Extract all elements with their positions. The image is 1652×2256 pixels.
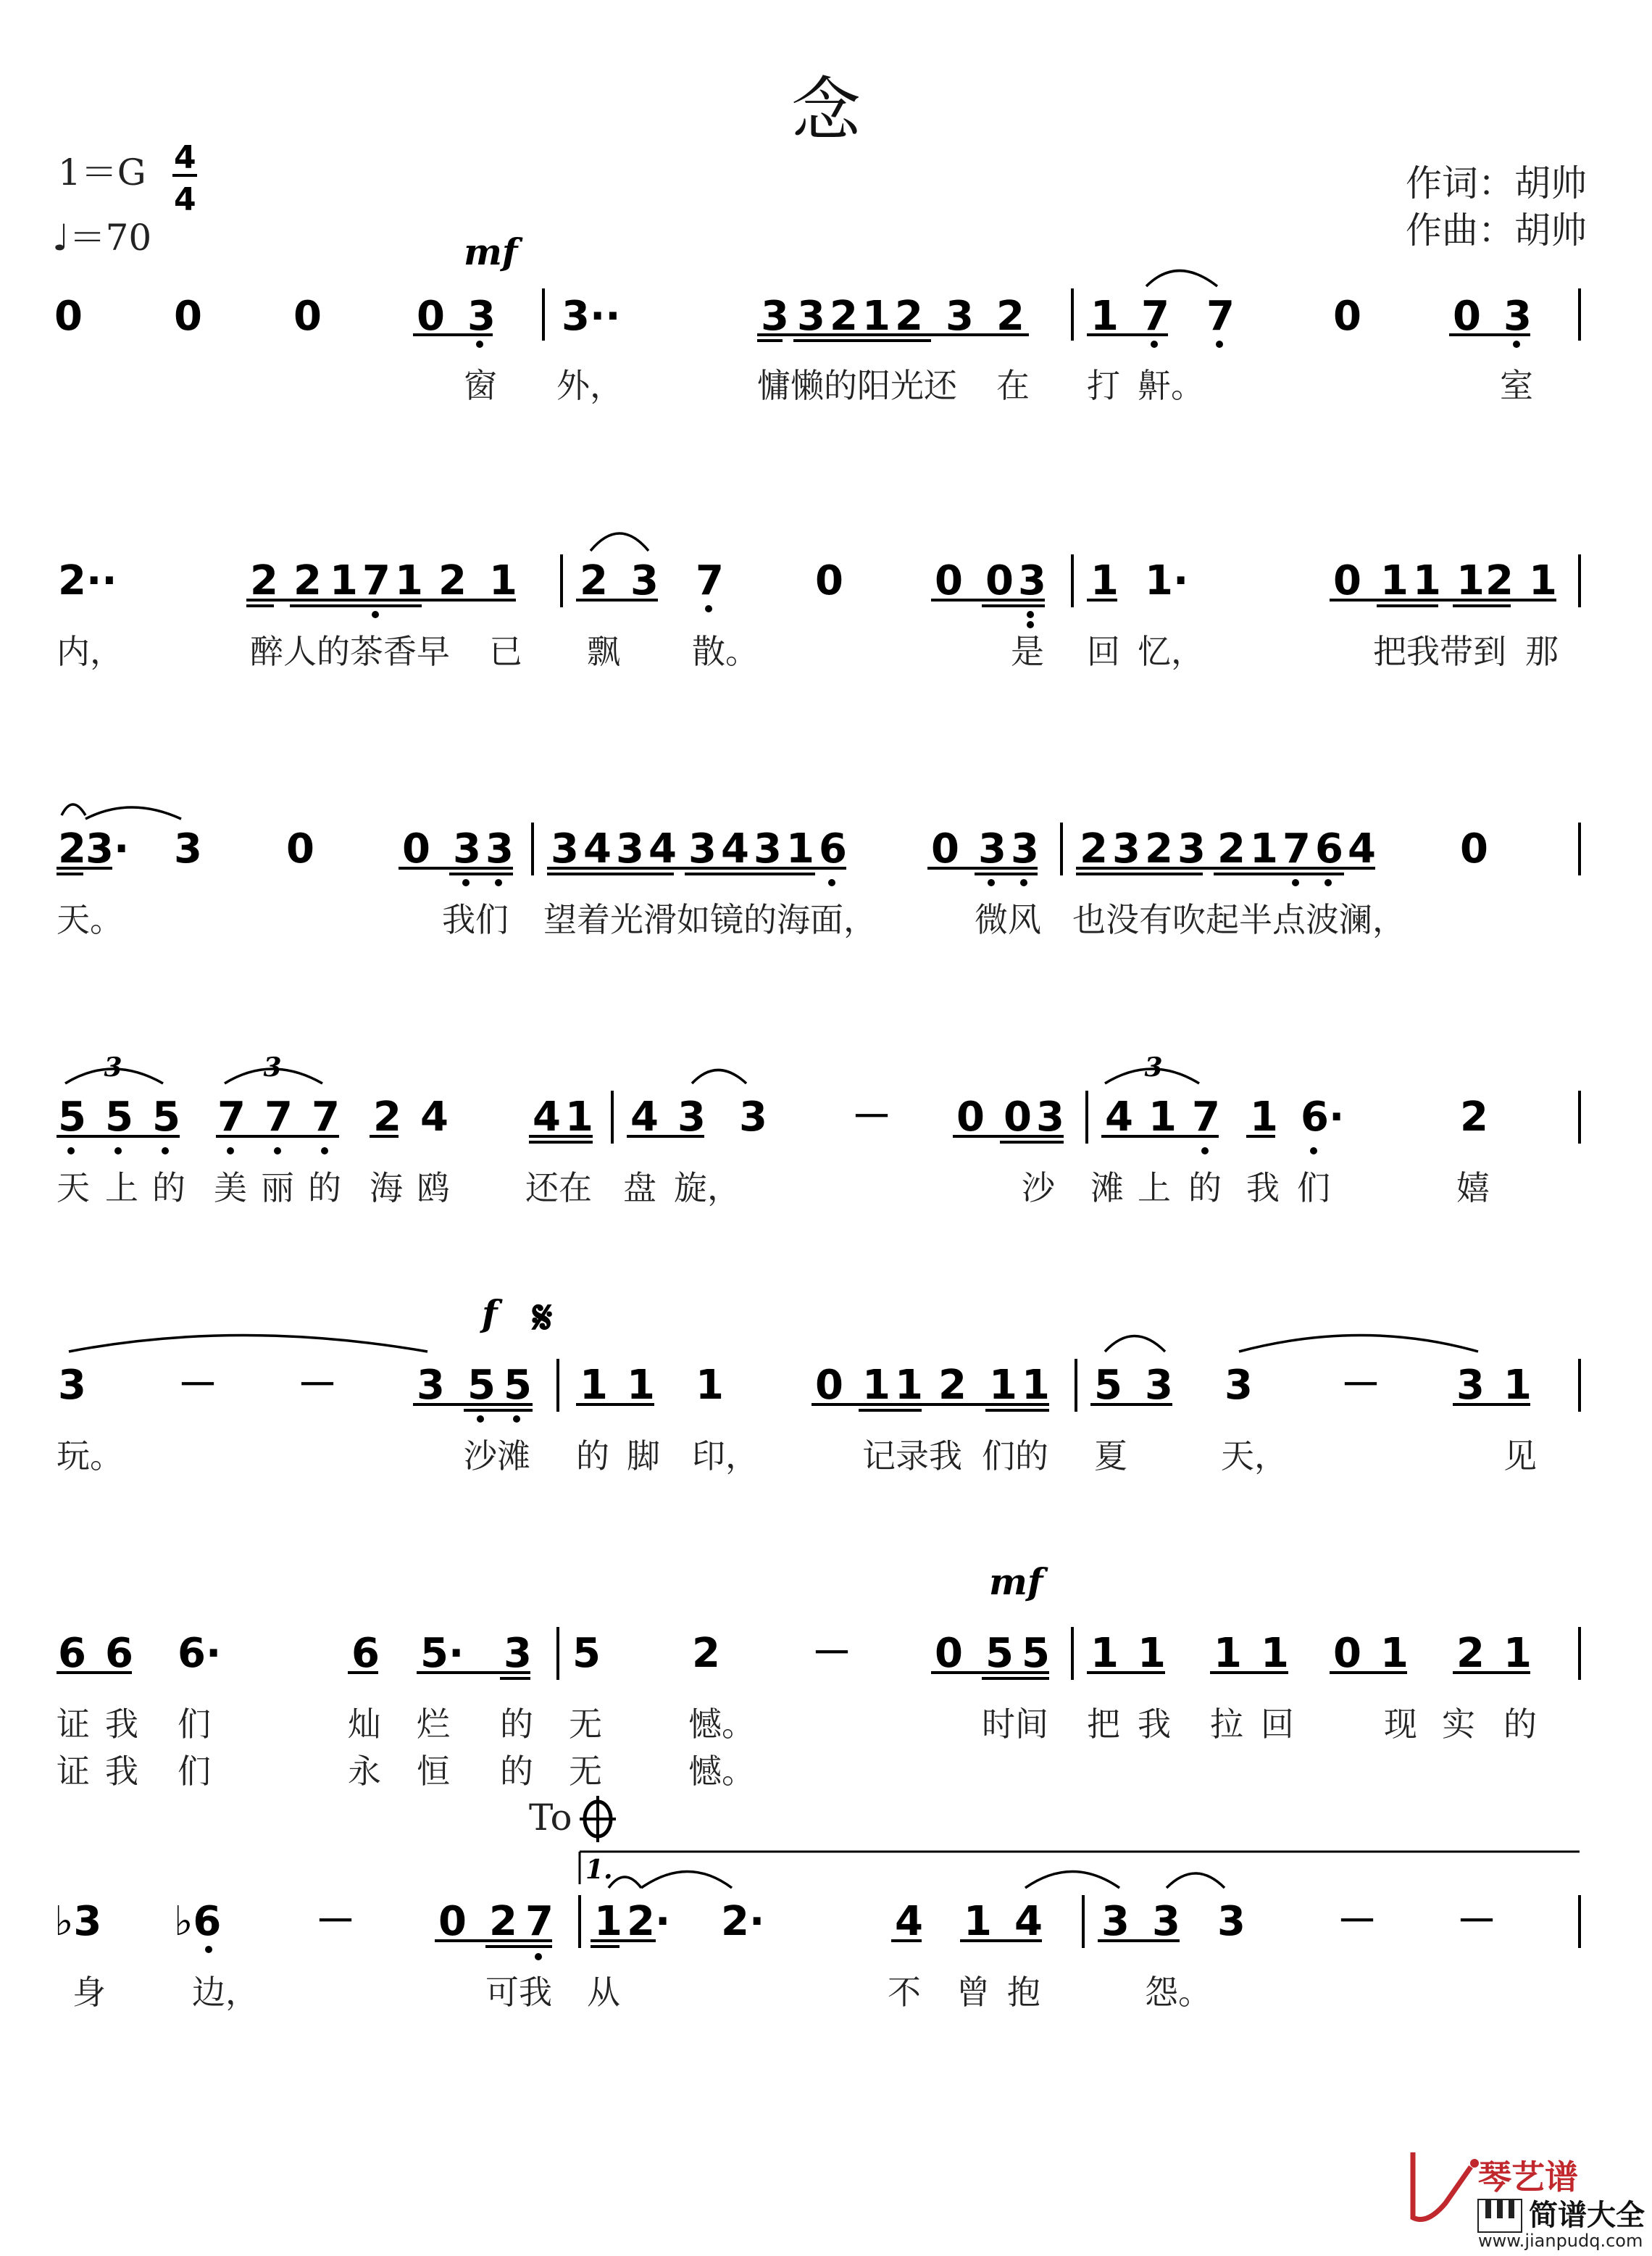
note: 1 — [330, 557, 358, 604]
note: 3 — [1101, 1898, 1130, 1945]
note: 3 — [1145, 1362, 1173, 1409]
dynamic-mf: mf — [989, 1560, 1043, 1603]
lyric: 实 — [1442, 1705, 1475, 1744]
note: 1 — [594, 1898, 622, 1945]
lyric: 拉 — [1210, 1705, 1243, 1744]
lyric: 身 — [72, 1973, 106, 2012]
note: 5 — [985, 1630, 1014, 1677]
note: 3 — [1011, 825, 1039, 873]
note: 1 — [395, 557, 423, 604]
lyric: 的 — [1503, 1705, 1537, 1744]
note: 1 — [1090, 557, 1119, 604]
note: 7 — [696, 557, 724, 604]
note: 4 — [630, 1094, 659, 1141]
note: 2 — [1080, 825, 1108, 873]
note: 6 — [58, 1630, 86, 1677]
lyric: 散。 — [692, 632, 759, 671]
note: 1 — [1090, 293, 1119, 340]
note: 3·· — [562, 293, 621, 340]
note: 1 — [1380, 557, 1409, 604]
note: 2 — [293, 557, 322, 604]
lyric-verse-2: 的 — [500, 1752, 533, 1791]
lyric: 在 — [996, 366, 1030, 405]
note: 1 — [862, 1362, 890, 1409]
lyric: 还在 — [525, 1168, 592, 1207]
lyric: 室 — [1500, 366, 1533, 405]
lyric: 回 — [1087, 632, 1120, 671]
note: 2 — [895, 293, 923, 340]
system-1 — [54, 271, 1580, 406]
note: 4 — [533, 1094, 561, 1141]
lyric: 打 — [1087, 366, 1120, 405]
note: 4 — [1105, 1094, 1133, 1141]
note: 0 — [1453, 293, 1481, 340]
note: 0 — [1333, 1630, 1361, 1677]
lyric: 抱 — [1007, 1973, 1040, 2012]
lyric: 内， — [57, 632, 123, 671]
note: 7 — [217, 1094, 246, 1141]
note: 7 — [1141, 293, 1169, 340]
note: 3 — [58, 1362, 86, 1409]
system-2 — [57, 533, 1580, 671]
key-signature: 1＝G — [58, 151, 146, 193]
note: 0 — [815, 1362, 843, 1409]
note: 2 — [58, 825, 86, 873]
note: 1 — [1250, 1094, 1278, 1141]
note: 3 — [630, 557, 659, 604]
lyric: 那 — [1525, 632, 1559, 671]
lyric: 的 — [500, 1705, 533, 1744]
lyric-verse-2: 证 — [57, 1752, 90, 1791]
note: 1 — [1090, 1630, 1119, 1677]
note: 1 — [1456, 557, 1485, 604]
svg-text:3: 3 — [263, 1052, 282, 1083]
note: 2 — [1217, 825, 1246, 873]
lyric: 飘 — [587, 632, 620, 671]
note: 3 — [754, 825, 782, 873]
lyric: 已 — [489, 632, 522, 671]
time-signature-top: 4 — [174, 139, 196, 176]
note: 1 — [489, 557, 517, 604]
note: 3 — [761, 293, 789, 340]
note: 7 — [525, 1898, 554, 1945]
svg-text:3: 3 — [104, 1052, 122, 1083]
volta-number: 1. — [585, 1855, 613, 1885]
lyric: 我 — [1246, 1168, 1280, 1207]
lyric: 慵懒的阳光还 — [757, 366, 957, 405]
note: 1 — [565, 1094, 593, 1141]
note: 1 — [1503, 1362, 1532, 1409]
note: 7 — [312, 1094, 340, 1141]
note: 1 — [1214, 1630, 1242, 1677]
piano-keys-icon — [1478, 2199, 1522, 2232]
lyric: 望着光滑如镜的海面， — [543, 900, 877, 939]
note: 3 — [485, 825, 514, 873]
note: 4 — [1014, 1898, 1043, 1945]
note: 0 — [417, 293, 445, 340]
note: 1 — [1529, 557, 1557, 604]
lyric: 海 — [370, 1168, 403, 1207]
lyric: 回 — [1261, 1705, 1294, 1744]
note: 4 — [1348, 825, 1376, 873]
note: 3 — [1177, 825, 1206, 873]
note: 3 — [551, 825, 579, 873]
lyric: 美 — [214, 1168, 247, 1207]
note: 5 — [467, 1362, 496, 1409]
lyric: 外， — [556, 366, 623, 405]
note: ♭6 — [174, 1898, 222, 1945]
note: 2 — [489, 1898, 517, 1945]
note: 3 — [1503, 293, 1532, 340]
note: 3 — [174, 825, 202, 873]
note: 7 — [1192, 1094, 1220, 1141]
note: 6 — [819, 825, 847, 873]
lyric-verse-2: 恒 — [417, 1752, 450, 1791]
note: － — [297, 1362, 338, 1409]
coda-label: To — [529, 1797, 572, 1839]
note: 0 — [931, 825, 959, 873]
note: 0 — [985, 557, 1014, 604]
note: 0 — [402, 825, 430, 873]
system-3 — [57, 804, 1580, 939]
note: 0 — [1004, 1094, 1032, 1141]
note: － — [1340, 1362, 1381, 1409]
note: 1 — [1261, 1630, 1289, 1677]
note: 3 — [946, 293, 974, 340]
lyric: 曾 — [956, 1973, 990, 2012]
note: 1 — [627, 1362, 655, 1409]
note: 2 — [996, 293, 1025, 340]
lyric: 们 — [1297, 1168, 1330, 1207]
lyric: 无 — [569, 1705, 602, 1744]
lyric: 们 — [178, 1705, 211, 1744]
lyric: 也没有吹起半点波澜， — [1072, 900, 1406, 939]
lyric-verse-2: 无 — [569, 1752, 602, 1791]
note: 3 — [1456, 1362, 1485, 1409]
lyric: 微风 — [975, 900, 1041, 939]
note: 2 — [438, 557, 467, 604]
note: 0 — [935, 1630, 963, 1677]
note: 1 — [696, 1362, 724, 1409]
lyric: 沙滩 — [464, 1436, 530, 1475]
note: 3 — [417, 1362, 445, 1409]
lyric: 是 — [1011, 632, 1044, 671]
note: 0 — [438, 1898, 467, 1945]
system-5 — [57, 1336, 1580, 1476]
note: 1 — [580, 1362, 608, 1409]
note: － — [178, 1362, 218, 1409]
note: 4 — [895, 1898, 923, 1945]
lyric: 旋， — [674, 1168, 741, 1207]
lyric: 印， — [692, 1436, 759, 1475]
note: 0 — [956, 1094, 985, 1141]
note: 1 — [1380, 1630, 1409, 1677]
lyric: 见 — [1503, 1436, 1537, 1475]
note: 3 — [797, 293, 825, 340]
note: 1 — [1148, 1094, 1177, 1141]
lyric: 丽 — [261, 1168, 294, 1207]
note: 5 — [58, 1094, 86, 1141]
lyric: 盘 — [623, 1168, 656, 1207]
note: 0 — [1460, 825, 1488, 873]
song-title: 念 — [791, 70, 861, 151]
system-6 — [57, 1627, 1580, 1791]
note: － — [812, 1630, 852, 1677]
note: 5· — [420, 1630, 464, 1677]
note: － — [851, 1094, 892, 1141]
lyric: 上 — [105, 1168, 138, 1207]
note: 0 — [935, 557, 963, 604]
note: 0 — [54, 293, 83, 340]
composer-credit: 作曲：胡帅 — [1406, 209, 1587, 251]
lyric: 时间 — [982, 1705, 1048, 1744]
note: 7 — [362, 557, 391, 604]
note: 3 — [467, 293, 496, 340]
lyric: 烂 — [417, 1705, 450, 1744]
note: 3 — [504, 1630, 532, 1677]
note: 2 — [250, 557, 278, 604]
note: 2 — [1485, 557, 1514, 604]
note: 3 — [1018, 557, 1046, 604]
lyric: 鸥 — [417, 1168, 450, 1207]
lyric: 我 — [105, 1705, 138, 1744]
note: 1 — [786, 825, 814, 873]
lyric-verse-2: 们 — [178, 1752, 211, 1791]
note: 0 — [293, 293, 322, 340]
lyric: 证 — [57, 1705, 90, 1744]
lyric: 的 — [152, 1168, 185, 1207]
note: 2 — [1456, 1630, 1485, 1677]
lyric: 鼾。 — [1138, 366, 1204, 405]
lyric: 脚 — [627, 1436, 660, 1475]
note: 2 — [938, 1362, 967, 1409]
lyric: 可我 — [485, 1973, 552, 2012]
note: 3 — [1036, 1094, 1064, 1141]
note: 2 — [373, 1094, 401, 1141]
note: 3 — [616, 825, 644, 873]
lyric: 天 — [57, 1168, 90, 1207]
system-4 — [57, 1052, 1580, 1207]
note: 1· — [1145, 557, 1189, 604]
lyric: 夏 — [1094, 1436, 1127, 1475]
watermark-url: www.jianpudq.com — [1478, 2231, 1643, 2251]
lyric: 边， — [192, 1973, 259, 2012]
lyric-verse-2: 永 — [348, 1752, 381, 1791]
note: 1 — [895, 1362, 923, 1409]
lyric: 的 — [308, 1168, 341, 1207]
lyric: 上 — [1138, 1168, 1171, 1207]
svg-text:3: 3 — [1144, 1052, 1163, 1083]
watermark-logo — [1413, 2152, 1645, 2251]
lyric: 的 — [1188, 1168, 1222, 1207]
lyric: 们的 — [982, 1436, 1048, 1475]
note: 2 — [692, 1630, 720, 1677]
note: 3 — [1112, 825, 1140, 873]
lyric: 从 — [587, 1973, 620, 2012]
segno-sign: 𝄋 — [533, 1291, 553, 1345]
lyric: 沙 — [1022, 1168, 1055, 1207]
note: 6 — [351, 1630, 380, 1677]
lyric: 记录我 — [862, 1436, 962, 1475]
note: 6· — [178, 1630, 222, 1677]
note: 1 — [1250, 825, 1278, 873]
lyric: 醉人的茶香早 — [250, 632, 450, 671]
lyric: 我们 — [442, 900, 509, 939]
note: 7 — [1282, 825, 1311, 873]
lyric: 忆， — [1138, 632, 1204, 671]
lyric: 现 — [1384, 1705, 1417, 1744]
note: 5 — [1022, 1630, 1050, 1677]
note: 0 — [286, 825, 314, 873]
note: ♭3 — [54, 1898, 102, 1945]
lyric: 玩。 — [57, 1436, 123, 1475]
note: 4 — [721, 825, 749, 873]
note: 3 — [1152, 1898, 1180, 1945]
note: 1 — [964, 1898, 992, 1945]
note: 4 — [583, 825, 612, 873]
note: 6 — [105, 1630, 133, 1677]
note: 2 — [1145, 825, 1173, 873]
dynamic-mf: mf — [464, 230, 518, 273]
lyric: 天， — [1221, 1436, 1288, 1475]
lyric: 的 — [576, 1436, 609, 1475]
note: － — [1337, 1898, 1377, 1945]
note: 2·· — [58, 557, 117, 604]
note: 2· — [721, 1898, 765, 1945]
note: 4 — [648, 825, 677, 873]
note: 3 — [978, 825, 1006, 873]
note: 5 — [572, 1630, 601, 1677]
lyric: 滩 — [1090, 1168, 1124, 1207]
watermark-brand: 琴艺谱 — [1478, 2157, 1578, 2197]
lyric: 把我带到 — [1373, 632, 1506, 671]
note: 1 — [1138, 1630, 1166, 1677]
note: 1 — [1022, 1362, 1050, 1409]
lyric: 窗 — [464, 366, 497, 405]
note: 5 — [1094, 1362, 1122, 1409]
note: － — [315, 1898, 356, 1945]
lyricist-credit: 作词：胡帅 — [1406, 162, 1587, 204]
note: 5 — [504, 1362, 532, 1409]
note: 3· — [85, 825, 130, 873]
note: 1 — [989, 1362, 1017, 1409]
note: 1 — [862, 293, 890, 340]
time-signature-bottom: 4 — [174, 181, 196, 218]
note: 0 — [174, 293, 202, 340]
note: 6· — [1301, 1094, 1345, 1141]
note: 3 — [1217, 1898, 1246, 1945]
note: 1 — [1413, 557, 1441, 604]
lyric: 憾。 — [688, 1705, 755, 1744]
note: 3 — [739, 1094, 767, 1141]
coda-symbol: 𝄌 — [623, 1828, 626, 1836]
lyric: 把 — [1087, 1705, 1120, 1744]
note: 7 — [264, 1094, 293, 1141]
lyric: 天。 — [57, 900, 123, 939]
note: 4 — [420, 1094, 449, 1141]
lyric: 怨。 — [1145, 1973, 1211, 2012]
note: 2 — [1460, 1094, 1488, 1141]
note: 6 — [1315, 825, 1343, 873]
note: 3 — [1225, 1362, 1253, 1409]
lyric: 嬉 — [1456, 1168, 1490, 1207]
lyric-verse-2: 我 — [105, 1752, 138, 1791]
system-7 — [54, 1872, 1580, 2012]
note: 7 — [1206, 293, 1235, 340]
note: 3 — [453, 825, 481, 873]
note: 3 — [688, 825, 717, 873]
note: 0 — [1333, 293, 1361, 340]
note: 3 — [677, 1094, 706, 1141]
volta-bracket — [580, 1852, 1580, 1885]
note: 0 — [815, 557, 843, 604]
note: 2 — [830, 293, 858, 340]
lyric: 灿 — [348, 1705, 381, 1744]
dynamic-f: f — [482, 1292, 498, 1335]
note: 2 — [580, 557, 608, 604]
note: 5 — [152, 1094, 180, 1141]
coda-icon — [580, 1796, 626, 1842]
tempo-marking: ♩＝70 — [52, 217, 152, 259]
note: 1 — [1503, 1630, 1532, 1677]
note: 5 — [105, 1094, 133, 1141]
watermark-name: 简谱大全 — [1529, 2199, 1645, 2232]
lyric: 不 — [888, 1973, 921, 2012]
lyric: 我 — [1138, 1705, 1171, 1744]
lyric-verse-2: 憾。 — [688, 1752, 755, 1791]
note: － — [1456, 1898, 1497, 1945]
note: 0 — [1333, 557, 1361, 604]
note: 2· — [627, 1898, 671, 1945]
